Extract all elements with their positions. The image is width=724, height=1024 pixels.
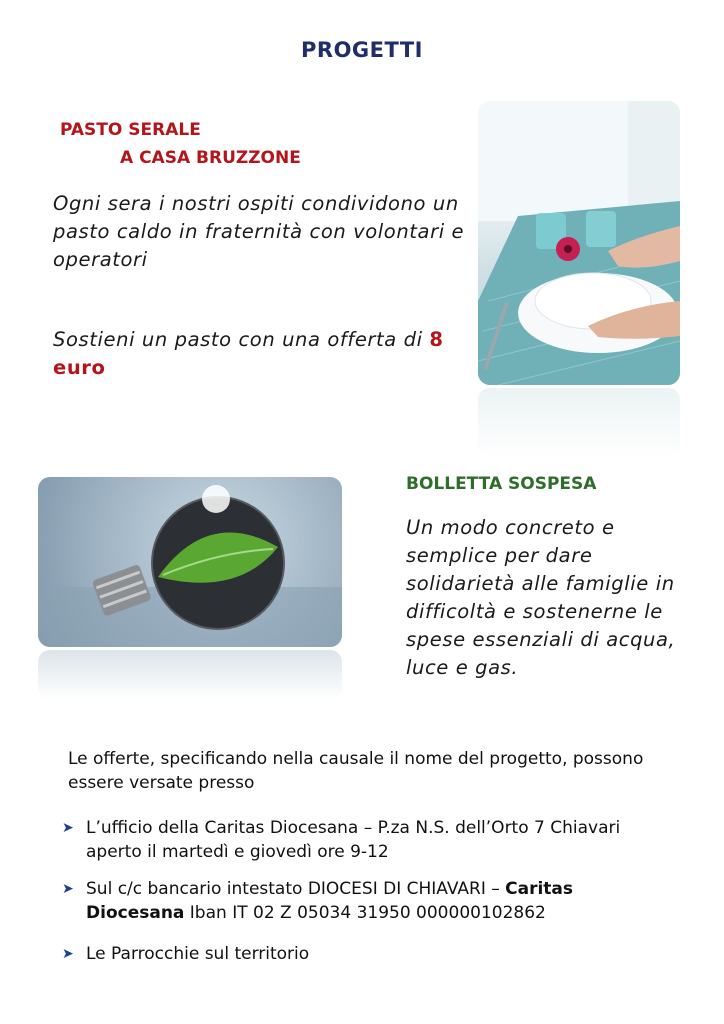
pasto-support-amount: 8 euro [53,328,444,379]
bolletta-description: Un modo concreto e semplice per dare solidarietà alle famiglie in difficoltà e sostenerne le spese essenziali di acqua, luce e gas. [406,516,676,679]
table-setting-photo [478,101,680,385]
lightbulb-leaf-photo [38,477,342,647]
arrow-bullet-icon: ➤ [62,946,74,962]
list-item-iban: Iban IT 02 Z 05034 31950 000000102862 [184,903,546,923]
list-item-text: L’ufficio della Caritas Diocesana – P.za N.S. dell’Orto 7 Chiavari aperto il martedì e giovedì ore 9-12 [86,818,621,862]
page-title: PROGETTI [301,38,423,62]
list-item-text: Sul c/c bancario intestato DIOCESI DI CHIAVARI – [86,879,506,899]
list-item [62,877,672,925]
pasto-heading-line2: A CASA BRUZZONE [120,148,301,168]
pasto-description: Ogni sera i nostri ospiti condividono un pasto caldo in fraternità con volontari e operatori [53,192,465,271]
list-item-text: Le Parrocchie sul territorio [86,944,310,964]
arrow-bullet-icon: ➤ [62,881,74,897]
arrow-bullet-icon: ➤ [62,820,74,836]
pasto-support [53,326,473,382]
list-item-bold-text: Caritas Diocesana [86,879,574,923]
list-item [62,816,672,864]
list-item [62,942,672,966]
table-setting-photo-reflection [478,388,680,458]
pasto-support-text: Sostieni un pasto con una offerta di [53,328,430,351]
bolletta-heading: BOLLETTA SOSPESA [406,474,597,494]
donation-intro: Le offerte, specificando nella causale il nome del progetto, possono essere versate presso [68,749,644,793]
pasto-heading-line1: PASTO SERALE [60,120,201,140]
lightbulb-leaf-photo-reflection [38,650,342,700]
